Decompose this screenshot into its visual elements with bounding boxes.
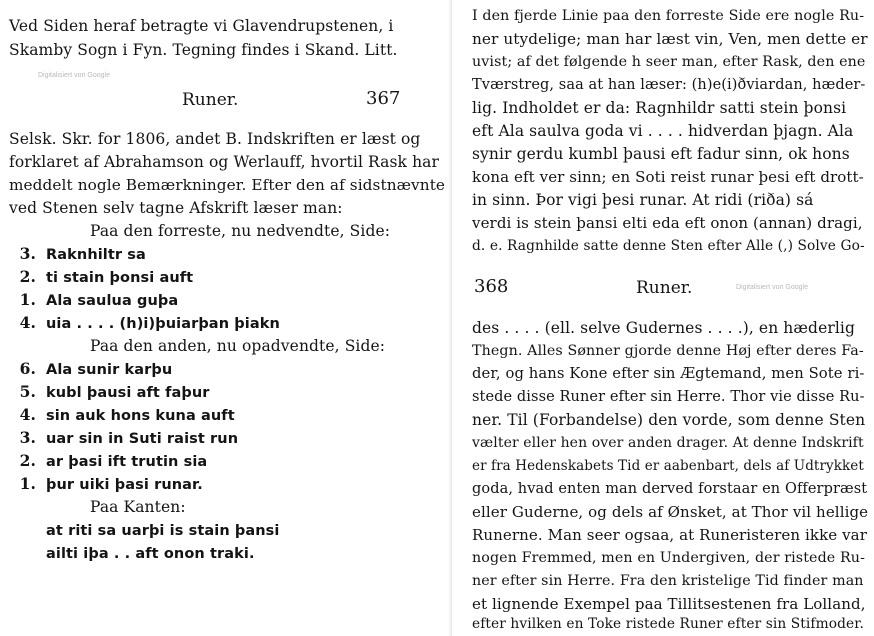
rune-line-other-1 bbox=[0, 359, 172, 380]
runic-transcription: at riti sa uarþi is stain þansi bbox=[46, 523, 280, 539]
right-top-line-5: lig. Indholdet er da: Ragnhildr satti stein þonsi bbox=[472, 99, 847, 117]
line-number: 4. bbox=[19, 405, 36, 424]
right-body-line-11: nogen Fremmed, men en Undergiven, der ristede Ru- bbox=[472, 550, 865, 566]
rune-line-front-2 bbox=[0, 267, 193, 288]
left-top-line-1-text: Ved Siden heraf betragte vi Glavendrupstenen, i bbox=[9, 17, 394, 35]
runic-transcription: Ala saulua guþa bbox=[46, 293, 179, 309]
right-body-line-2: Thegn. Alles Sønner gjorde denne Høj efter deres Fa- bbox=[472, 343, 864, 359]
left-top-line-1 bbox=[9, 16, 437, 36]
line-number: 6. bbox=[19, 359, 36, 378]
rune-line-front-4 bbox=[0, 313, 280, 334]
runic-transcription: Raknhiltr sa bbox=[46, 247, 146, 263]
rune-line-other-5 bbox=[0, 451, 207, 472]
left-paragraph-line-1: Selsk. Skr. for 1806, andet B. Indskriften er læst og bbox=[9, 130, 421, 148]
left-paragraph-line-4: ved Stenen selv tagne Afskrift læser man: bbox=[9, 199, 343, 217]
line-number: 4. bbox=[19, 313, 36, 332]
runic-transcription: ar þasi ift trutin sia bbox=[46, 454, 208, 470]
right-body-line-3: der, og hans Kone efter sin Ægtemand, men Sote ri- bbox=[472, 365, 865, 382]
left-paragraph-line-2: forklaret af Abrahamson og Werlauff, hvortil Rask har bbox=[9, 153, 440, 171]
google-watermark-right: Digitalisiert von Google bbox=[736, 284, 808, 291]
runic-transcription: þur uiki þasi runar. bbox=[46, 477, 203, 493]
right-top-line-4: Tværstreg, saa at han læser: (h)e(i)ðviardan, hæder- bbox=[472, 77, 866, 93]
page-number-right: 368 bbox=[474, 276, 509, 297]
line-number: 1. bbox=[19, 474, 36, 493]
rune-line-edge-2 bbox=[46, 543, 255, 564]
line-number: 1. bbox=[19, 290, 36, 309]
page-number-left: 367 bbox=[366, 88, 401, 109]
right-top-line-11: d. e. Ragnhilde satte denne Sten efter Alle (,) Solve Go- bbox=[472, 238, 865, 254]
right-top-line-6: eft Ala saulva goda vi . . . . hidverdan þjagn. Ala bbox=[472, 122, 854, 140]
right-body-line-5: ner. Til (Forbandelse) den vorde, som denne Sten bbox=[472, 411, 866, 429]
runic-transcription: kubl þausi aft faþur bbox=[46, 385, 210, 401]
right-top-line-7: synir gerdu kumbl þausi eft fadur sinn, ok hons bbox=[472, 145, 850, 163]
right-page bbox=[452, 0, 874, 636]
right-body-line-9: eller Guderne, og dels af Ønsket, at Thor vil hellige bbox=[472, 503, 869, 521]
right-body-line-13: et lignende Exempel paa Tillitsestenen fra Lolland, bbox=[472, 595, 866, 613]
right-body-line-6: vælter eller hen over anden drager. At denne Indskrift bbox=[472, 435, 864, 451]
right-top-line-10: verdi is stein þansi elti eda eft onon (annan) dragi, bbox=[472, 214, 863, 232]
line-number: 2. bbox=[19, 267, 36, 286]
right-body-line-7: er fra Hedenskabets Tid er aabenbart, dels af Udtrykket bbox=[472, 458, 864, 474]
page-title-left: Runer. bbox=[182, 90, 239, 110]
right-top-line-9: in sinn. Þor vigi þesi runar. At ridi (riða) sá bbox=[472, 191, 814, 209]
runic-transcription: uia . . . . (h)i)þuiarþan þiakn bbox=[46, 316, 280, 332]
right-body-line-4: stede disse Runer efter sin Herre. Thor vie disse Ru- bbox=[472, 389, 865, 405]
right-body-line-1: des . . . . (ell. selve Gudernes . . . .), en hæderlig bbox=[472, 319, 855, 337]
runic-transcription: uar sin in Suti raist run bbox=[46, 431, 239, 447]
page-title-right: Runer. bbox=[636, 278, 693, 298]
right-body-line-12: ner efter sin Herre. Fra den kristelige Tid finder man bbox=[472, 573, 864, 589]
right-body-line-14: efter hvilken en Toke ristede Runer efter sin Stifmoder. bbox=[472, 616, 864, 632]
heading-edge: Paa Kanten: bbox=[90, 498, 186, 516]
runic-transcription: ailti iþa . . aft onon traki. bbox=[46, 546, 255, 562]
line-number: 3. bbox=[19, 244, 36, 263]
right-body-line-10: Runerne. Man seer ogsaa, at Runeristeren ikke var bbox=[472, 526, 867, 544]
left-paragraph-line-3: meddelt nogle Bemærkninger. Efter den af sidstnævnte bbox=[9, 176, 446, 194]
rune-line-front-1 bbox=[0, 244, 146, 265]
right-top-line-1: I den fjerde Linie paa den forreste Side ere nogle Ru- bbox=[472, 8, 865, 24]
right-body-line-8: goda, hvad enten man derved forstaar en Offerpræst bbox=[472, 481, 868, 497]
rune-line-other-4 bbox=[0, 428, 238, 449]
left-top-line-2: Skamby Sogn i Fyn. Tegning findes i Skand. Litt. bbox=[9, 41, 398, 59]
runic-transcription: ti stain þonsi auft bbox=[46, 270, 194, 286]
line-number: 5. bbox=[19, 382, 36, 401]
heading-other-side: Paa den anden, nu opadvendte, Side: bbox=[90, 337, 386, 355]
rune-line-edge-1 bbox=[46, 520, 279, 541]
rune-line-other-3 bbox=[0, 405, 235, 426]
right-top-line-3: uvist; af det følgende h seer man, efter Rask, den ene bbox=[472, 54, 866, 70]
right-top-line-8: kona eft ver sinn; en Soti reist runar þesi eft drott- bbox=[472, 168, 864, 186]
rune-line-other-2 bbox=[0, 382, 210, 403]
runic-transcription: sin auk hons kuna auft bbox=[46, 408, 235, 424]
right-top-line-2: ner utydelige; man har læst vin, Ven, men dette er bbox=[472, 30, 868, 48]
heading-front-side: Paa den forreste, nu nedvendte, Side: bbox=[90, 222, 391, 240]
rune-line-other-6 bbox=[0, 474, 203, 495]
line-number: 2. bbox=[19, 451, 36, 470]
line-number: 3. bbox=[19, 428, 36, 447]
runic-transcription: Ala sunir karþu bbox=[46, 362, 173, 378]
google-watermark-left: Digitalisiert von Google bbox=[38, 72, 110, 79]
rune-line-front-3 bbox=[0, 290, 178, 311]
